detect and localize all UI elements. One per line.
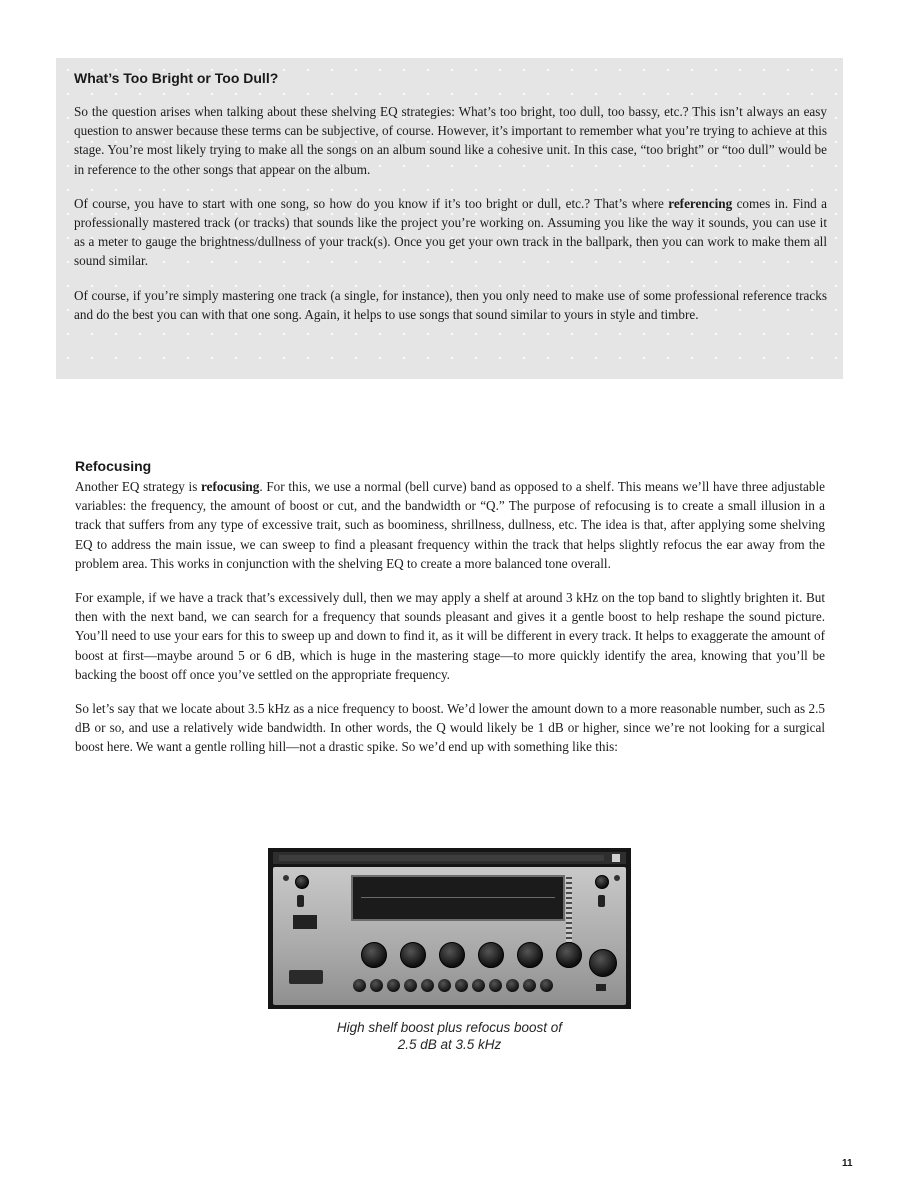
small-knob (489, 979, 502, 992)
main-paragraph-3: So let’s say that we locate about 3.5 kHz as a nice frequency to boost. We’d lower the amount down to a more reasonable number, such as 2.5 dB or so, and use a relatively wide bandwidth. In other words, the Q would likely be 1 dB or higher, since we’re not looking for a surgical boost here. We want a gentle rolling hill—not a drastic spike. So we’d end up with something like this: (75, 701, 825, 755)
term-refocusing: refocusing (201, 479, 260, 494)
sidebar-paragraph-2 (74, 194, 827, 271)
main-p1-text-b: . For this, we use a normal (bell curve) band as opposed to a shelf. This means we’ll have three adjustable variables: the frequency, the amount of boost or cut, and the bandwidth or “Q.” The purpose of refocusing is to create a small illusion in a track that suffers from any type of excessive trait, such as boominess, shrillness, dullness, etc. The idea is that, after applying some shelving EQ to address the main issue, we can sweep to find a pleasant frequency within the track that helps slightly refocus the ear away from the problem area. This works in conjunction with the shelving EQ to create a more balanced tone overall. (75, 479, 825, 571)
term-referencing: referencing (668, 195, 733, 211)
small-knob (523, 979, 536, 992)
mode-switch (293, 915, 317, 929)
small-knob (370, 979, 383, 992)
small-knob (438, 979, 451, 992)
band-knob (400, 942, 426, 968)
small-knob (540, 979, 553, 992)
small-knob (404, 979, 417, 992)
main-p1-text-a: Another EQ strategy is (75, 479, 201, 494)
main-section (75, 458, 825, 757)
band-knob (361, 942, 387, 968)
plugin-title-bar (273, 852, 626, 864)
plugin-preset-bar (279, 855, 604, 861)
main-paragraph-1 (75, 477, 825, 573)
section-title: Refocusing (75, 458, 152, 474)
sidebar-paragraph-1: So the question arises when talking about these shelving EQ strategies: What’s too bright, too dull, too bassy, etc.? This isn’t always an easy question to answer because these terms can be subjective, of course. However, it’s important to remember what you’re trying to achieve at this stage. You’re most likely trying to make all the songs on an album sound like a cohesive unit. In this case, “too bright” or “too dull” would be in reference to the other songs that appear on the album. (74, 104, 827, 177)
band-knob (517, 942, 543, 968)
band-buttons (353, 979, 553, 992)
sidebar-title: What’s Too Bright or Too Dull? (74, 70, 279, 86)
eq-plugin-screenshot (268, 848, 631, 1009)
caption-line-1: High shelf boost plus refocus boost of (336, 1020, 563, 1035)
small-knob (472, 979, 485, 992)
rack-screw-icon (614, 875, 620, 881)
caption-line-2: 2.5 dB at 3.5 kHz (397, 1037, 502, 1052)
output-button (596, 984, 606, 991)
plugin-close-icon (612, 854, 620, 862)
sidebar-box (56, 58, 843, 379)
band-knob (478, 942, 504, 968)
rack-screw-icon (283, 875, 289, 881)
band-knobs (361, 942, 582, 968)
small-knob (506, 979, 519, 992)
figure-caption (268, 1019, 631, 1053)
main-paragraph-2: For example, if we have a track that’s excessively dull, then we may apply a shelf at around 3 kHz on the top band to slightly brighten it. But then with the next band, we can search for a frequency that sounds pleasant and gives it a gentle boost to help reshape the sound picture. You’ll need to use your ears for this to sweep up and down to find it, as it will be different in every track. It helps to exaggerate the amount of boost at first—maybe around 5 or 6 dB, which is huge in the mastering stage—to more quickly identify the area, knowing that you’ll be backing the boost off once you’ve settled on the appropriate frequency. (75, 590, 825, 682)
output-knob-small (595, 875, 609, 889)
input-knob (295, 875, 309, 889)
sidebar-p2-text-a: Of course, you have to start with one song, so how do you know if it’s too bright or dull, etc.? That’s where (74, 195, 669, 211)
sidebar-paragraph-3: Of course, if you’re simply mastering one track (a single, for instance), then you only need to make use of some professional reference tracks and do the best you can with that one song. Again, it helps to use songs that sound similar to yours in style and timbre. (74, 287, 827, 322)
small-knob (455, 979, 468, 992)
right-toggle (598, 895, 605, 907)
sidebar-p2-text-b: comes in. Find a professionally mastered track (or tracks) that sounds like the project you’re working on. Assuming you like the way it sounds, you can use it as a meter to gauge the brightness/dullness of your track(s). Once you get your own track in the ballpark, then you can work to make them all sound similar. (74, 195, 827, 269)
left-toggle (297, 895, 304, 907)
small-knob (421, 979, 434, 992)
band-knob (556, 942, 582, 968)
small-knob (387, 979, 400, 992)
eq-curve-display (351, 875, 565, 921)
output-gain-knob (589, 949, 617, 977)
small-knob (353, 979, 366, 992)
brand-logo (289, 970, 323, 984)
page-number: 11 (842, 1158, 853, 1169)
band-knob (439, 942, 465, 968)
eq-faceplate (273, 867, 626, 1005)
